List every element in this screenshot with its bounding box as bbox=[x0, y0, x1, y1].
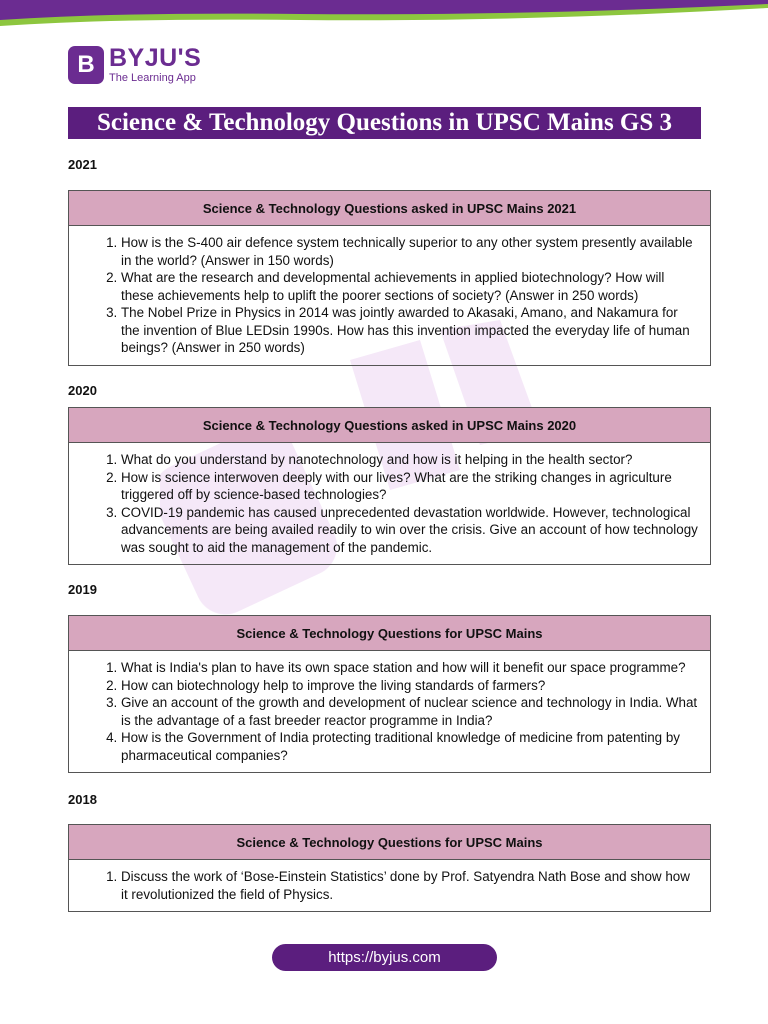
byjus-logo bbox=[68, 46, 201, 84]
question-item: 3. COVID-19 pandemic has caused unprecedented devastation worldwide. However, technological advancements are being availed readily to win over the crisis. Give an account of how technology was sought to aid the management of the pandemic. bbox=[121, 504, 700, 557]
question-item: 2. How is science interwoven deeply with our lives? What are the striking changes in agriculture triggered off by science-based technologies? bbox=[121, 469, 700, 504]
footer-url-link[interactable]: https://byjus.com bbox=[272, 944, 497, 971]
year-label-2018: 2018 bbox=[68, 792, 97, 807]
page-title: Science & Technology Questions in UPSC Mains GS 3 bbox=[68, 107, 701, 139]
question-item: 1. What do you understand by nanotechnology and how is it helping in the health sector? bbox=[121, 451, 700, 469]
question-box-header: Science & Technology Questions asked in UPSC Mains 2020 bbox=[69, 408, 710, 443]
question-item: 4. How is the Government of India protecting traditional knowledge of medicine from patenting by pharmaceutical companies? bbox=[121, 729, 700, 764]
question-box-2021 bbox=[68, 190, 711, 366]
question-box-2019 bbox=[68, 615, 711, 773]
question-item: 3. Give an account of the growth and development of nuclear science and technology in India. What is the advantage of a fast breeder reactor programme in India? bbox=[121, 694, 700, 729]
question-list bbox=[69, 443, 710, 564]
question-box-header: Science & Technology Questions for UPSC Mains bbox=[69, 825, 710, 860]
question-item: 2. What are the research and developmental achievements in applied biotechnology? How will these achievements help to uplift the poorer sections of society? (Answer in 250 words) bbox=[121, 269, 700, 304]
question-box-2018 bbox=[68, 824, 711, 912]
question-box-header: Science & Technology Questions for UPSC Mains bbox=[69, 616, 710, 651]
question-item: 1. What is India's plan to have its own space station and how will it benefit our space programme? bbox=[121, 659, 700, 677]
year-label-2021: 2021 bbox=[68, 157, 97, 172]
question-item: 2. How can biotechnology help to improve the living standards of farmers? bbox=[121, 677, 700, 695]
question-list bbox=[69, 226, 710, 365]
question-list bbox=[69, 651, 710, 772]
year-label-2020: 2020 bbox=[68, 383, 97, 398]
question-box-header: Science & Technology Questions asked in UPSC Mains 2021 bbox=[69, 191, 710, 226]
logo-name: BYJU'S bbox=[109, 44, 202, 72]
question-box-2020 bbox=[68, 407, 711, 565]
top-decorative-bar bbox=[0, 0, 768, 28]
year-label-2019: 2019 bbox=[68, 582, 97, 597]
question-item: 3. The Nobel Prize in Physics in 2014 was jointly awarded to Akasaki, Amano, and Nakamura for the invention of Blue LEDsin 1990s. How has this invention impacted the everyday life of human beings? (Answer in 250 words) bbox=[121, 304, 700, 357]
question-list bbox=[69, 860, 710, 911]
logo-tagline: The Learning App bbox=[109, 72, 196, 84]
question-item: 1. Discuss the work of ‘Bose-Einstein Statistics’ done by Prof. Satyendra Nath Bose and show how it revolutionized the field of Physics. bbox=[121, 868, 700, 903]
logo-text bbox=[109, 46, 201, 84]
logo-badge-icon: B bbox=[68, 46, 104, 84]
question-item: 1. How is the S-400 air defence system technically superior to any other system presently available in the world? (Answer in 150 words) bbox=[121, 234, 700, 269]
